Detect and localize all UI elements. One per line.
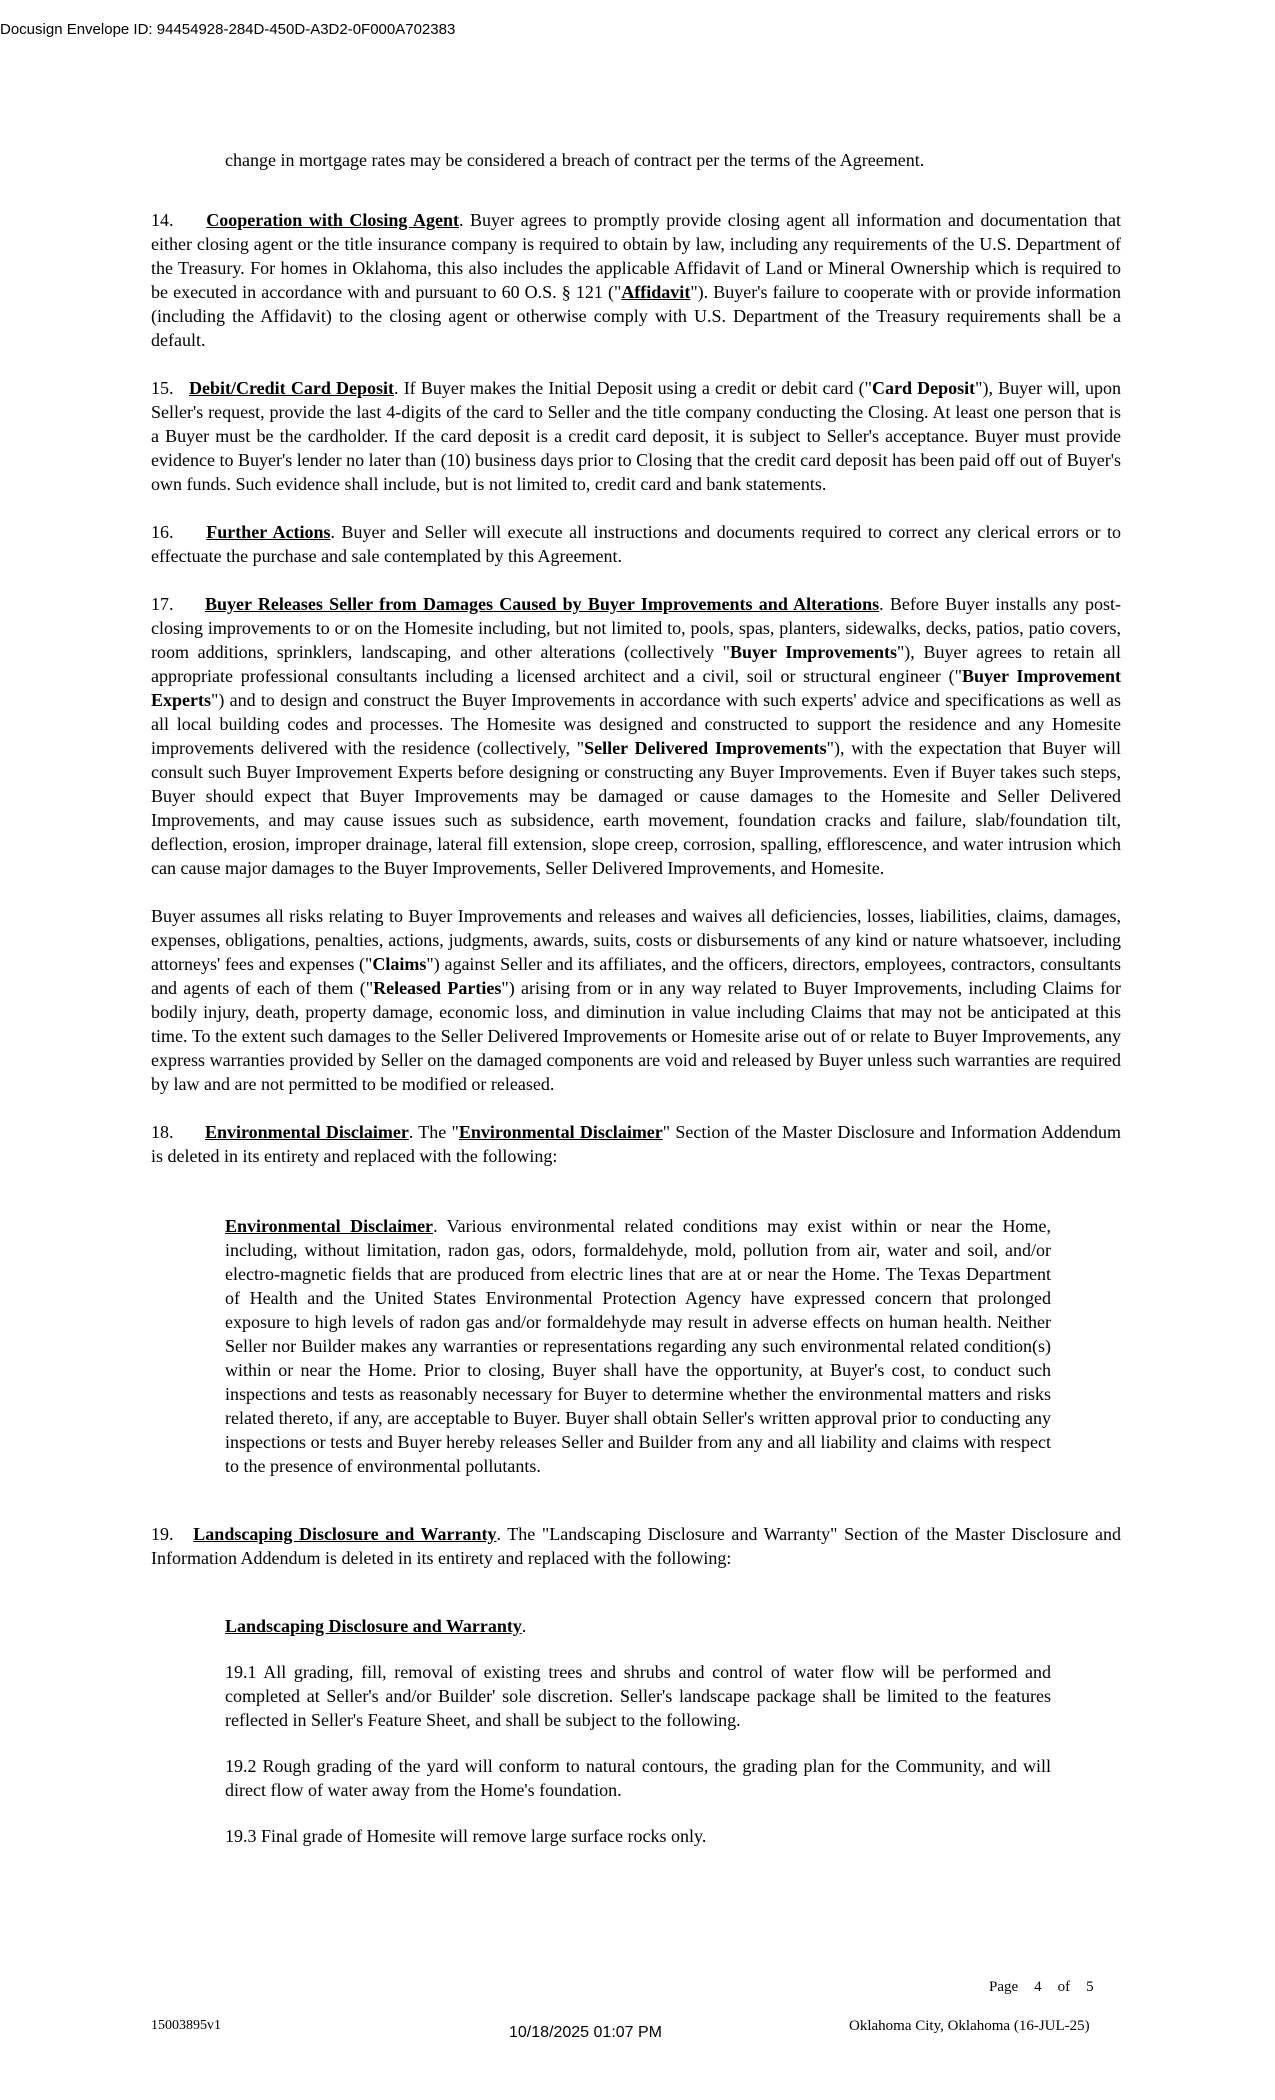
section-number: 17. — [151, 594, 174, 614]
defined-term-claims: Claims — [372, 954, 427, 974]
environmental-disclaimer-block — [225, 1214, 1051, 1478]
section-text: "), Buyer agrees to retain all appropriate professional consultants including a licensed architect and a civil, soil or structural engineer (" — [151, 642, 1121, 686]
section-16 — [151, 520, 1121, 568]
section-text: "). Buyer's failure to cooperate with or provide information (including the Affidavit) to the closing agent or otherwise comply with U.S. Department of the Treasury requirements shall be a default. — [151, 282, 1121, 350]
section-text: ") against Seller and its affiliates, and the officers, directors, employees, contractors, consultants and agents of each of them (" — [151, 954, 1121, 998]
defined-term: Seller Delivered Improvements — [584, 738, 827, 758]
page-of-label: of — [1057, 1979, 1071, 1995]
section-text: . Buyer agrees to promptly provide closing agent all information and documentation that either closing agent or the title insurance company is required to obtain by law, including any requirements of the U.S. Department of the Treasury. For homes in Oklahoma, this also includes the applicable Affidavit of Land or Mineral Ownership which is required to be executed in accordance with and pursuant to 60 O.S. § 121 (" — [151, 210, 1122, 302]
sub-heading: Landscaping Disclosure and Warranty — [225, 1616, 522, 1636]
page-label: Page — [989, 1979, 1019, 1995]
page-total: 5 — [1086, 1979, 1094, 1995]
section-heading-reference: Environmental Disclaimer — [458, 1122, 663, 1142]
section-text: . The "Landscaping Disclosure and Warranty" Section of the Master Disclosure and Information Addendum is deleted in its entirety and replaced with the following: — [151, 1524, 1121, 1568]
section-heading: Landscaping Disclosure and Warranty — [193, 1524, 497, 1544]
section-number: 16. — [151, 522, 174, 542]
sub-text: . Various environmental related conditions may exist within or near the Home, including, without limitation, radon gas, odors, formaldehyde, mold, pollution from air, water and soil, and/or electro-magnetic fields that are produced from electric lines that are at or near the Home. The Texas Department of Health and the United States Environmental Protection Agency have expressed concern that prolonged exposure to high levels of radon gas and/or formaldehyde may result in adverse effects on human health. Neither Seller nor Builder makes any warranties or representations regarding any such environmental related condition(s) within or near the Home. Prior to closing, Buyer shall have the opportunity, at Buyer's cost, to conduct such inspections and tests as reasonably necessary for Buyer to determine whether the environmental matters and risks related thereto, if any, are acceptable to Buyer. Buyer shall obtain Seller's written approval prior to conducting any inspections or tests and Buyer hereby releases Seller and Builder from any and all liability and claims with respect to the presence of environmental pollutants. — [225, 1216, 1052, 1476]
section-number: 18. — [151, 1122, 174, 1142]
section-18 — [151, 1120, 1121, 1168]
section-number: 19. — [151, 1524, 174, 1544]
section-text: . The " — [408, 1122, 459, 1142]
section-text: " Section of the Master Disclosure and Information Addendum is deleted in its entirety and replaced with the following: — [151, 1122, 1122, 1166]
section-17-paragraph-2 — [151, 904, 1121, 1096]
section-heading: Cooperation with Closing Agent — [206, 210, 459, 230]
section-17 — [151, 592, 1121, 880]
defined-term: Buyer Improvements — [729, 642, 897, 662]
defined-term-released-parties: Released Parties — [373, 978, 502, 998]
section-19 — [151, 1522, 1121, 1570]
landscaping-item-19-1: 19.1 All grading, fill, removal of existing trees and shrubs and control of water flow will be performed and completed at Seller's and/or Builder' sole discretion. Seller's landscape package shall be limited to the features reflected in Seller's Feature Sheet, and shall be subject to the following. — [225, 1662, 1051, 1730]
section-text: "), with the expectation that Buyer will consult such Buyer Improvement Experts before designing or constructing any Buyer Improvements. Even if Buyer takes such steps, Buyer should expect that Buyer Improvements may be damaged or cause damages to the Homesite and Seller Delivered Improvements, and may cause issues such as subsidence, earth movement, foundation cracks and failure, slab/foundation tilt, deflection, erosion, improper drainage, lateral fill extension, slope creep, corrosion, spalling, efflorescence, and water intrusion which can cause major damages to the Buyer Improvements, Seller Delivered Improvements, and Homesite. — [151, 738, 1121, 878]
section-heading: Environmental Disclaimer — [204, 1122, 409, 1142]
defined-term-card-deposit: Card Deposit — [871, 378, 976, 398]
section-text: . Buyer and Seller will execute all instructions and documents required to correct any clerical errors or to effectuate the purchase and sale contemplated by this Agreement. — [151, 522, 1122, 566]
section-text: ") and to design and construct the Buyer Improvements in accordance with such experts' advice and specifications as well as all local building codes and processes. The Homesite was designed and constructed to support the residence and any Homesite improvements delivered with the residence (collectively, " — [151, 690, 1121, 758]
section-text: "), Buyer will, upon Seller's request, provide the last 4-digits of the card to Seller and the title company conducting the Closing. At least one person that is a Buyer must be the cardholder. If the card deposit is a credit card deposit, it is subject to Seller's acceptance. Buyer must provide evidence to Buyer's lender no later than (10) business days prior to Closing that the credit card deposit has been paid off out of Buyer's own funds. Such evidence shall include, but is not limited to, credit card and bank statements. — [151, 378, 1121, 494]
section-text: . Before Buyer installs any post-closing improvements to or on the Homesite including, but not limited to, pools, spas, planters, sidewalks, decks, patios, patio covers, room additions, sprinklers, landscaping, and other alterations (collectively " — [151, 594, 1121, 662]
document-body — [151, 148, 1121, 1848]
landscaping-sub-heading — [225, 1614, 1051, 1638]
section-heading: Buyer Releases Seller from Damages Caused by Buyer Improvements and Alterations — [204, 594, 880, 614]
section-15 — [151, 376, 1121, 496]
sub-heading-period: . — [521, 1616, 527, 1636]
location-footer: Oklahoma City, Oklahoma (16-JUL-25) — [849, 2018, 1090, 2034]
landscaping-item-19-2: 19.2 Rough grading of the yard will conform to natural contours, the grading plan for the Community, and will direct flow of water away from the Home's foundation. — [225, 1756, 1051, 1800]
section-number: 15. — [151, 378, 174, 398]
section-text: Buyer assumes all risks relating to Buyer Improvements and releases and waives all deficiencies, losses, liabilities, claims, damages, expenses, obligations, penalties, actions, judgments, awards, suits, costs or disbursements of any kind or nature whatsoever, including attorneys' fees and expenses (" — [151, 906, 1121, 974]
section-text: . If Buyer makes the Initial Deposit using a credit or debit card (" — [394, 378, 872, 398]
document-version-id: 15003895v1 — [151, 2018, 221, 2033]
section-14 — [151, 208, 1121, 352]
section-text: ") arising from or in any way related to Buyer Improvements, including Claims for bodily injury, death, property damage, economic loss, and diminution in value including Claims that may not be anticipated at this time. To the extent such damages to the Seller Delivered Improvements or Homesite arise out of or relate to Buyer Improvements, any express warranties provided by Seller on the damaged components are void and released by Buyer unless such warranties are required by law and are not permitted to be modified or released. — [151, 978, 1121, 1094]
timestamp: 10/18/2025 01:07 PM — [509, 2024, 663, 2041]
envelope-id: Docusign Envelope ID: 94454928-284D-450D-A3D2-0F000A702383 — [0, 21, 456, 38]
sub-heading: Environmental Disclaimer — [225, 1216, 434, 1236]
landscaping-item-19-3: 19.3 Final grade of Homesite will remove large surface rocks only. — [225, 1826, 707, 1846]
section-number: 14. — [151, 210, 174, 230]
intro-paragraph: change in mortgage rates may be considered a breach of contract per the terms of the Agreement. — [225, 150, 925, 170]
defined-term-affidavit: Affidavit — [621, 282, 691, 302]
section-heading: Further Actions — [206, 522, 331, 542]
section-heading: Debit/Credit Card Deposit — [189, 378, 395, 398]
page-current: 4 — [1034, 1979, 1042, 1995]
defined-term: Buyer Improvement Experts — [151, 666, 1121, 710]
page-number — [989, 1978, 1110, 1996]
